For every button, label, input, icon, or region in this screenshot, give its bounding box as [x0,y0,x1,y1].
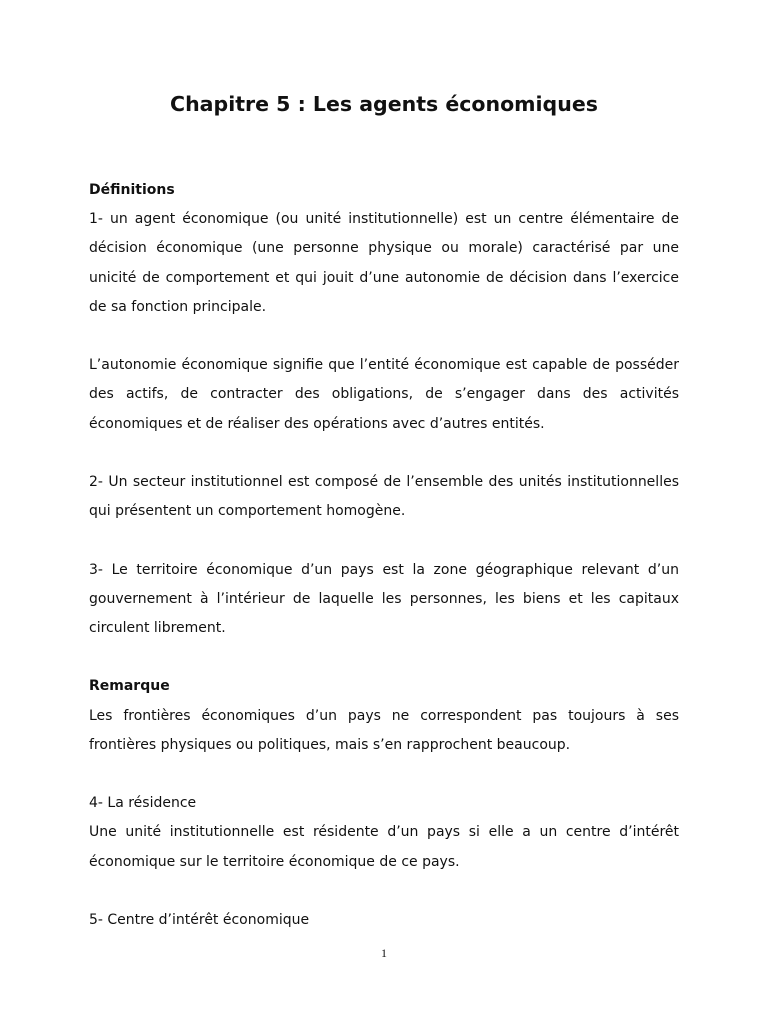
definition-paragraph-2: 2- Un secteur institutionnel est composé de l’ensemble des unités institutionnelles qui présentent un comportement homogène. [89,474,679,520]
remarque-paragraph: Les frontières économiques d’un pays ne correspondent pas toujours à ses frontières physiques ou politiques, mais s’en rapprochent beaucoup. [89,707,679,753]
paragraph-spacer [89,643,679,672]
residence-paragraph: Une unité institutionnelle est résidente d’un pays si elle a un centre d’intérêt économique sur le territoire économique de ce pays. [89,824,679,870]
centre-interet-heading: 5- Centre d’intérêt économique [89,911,310,928]
page-number: 1 [381,946,387,960]
definitions-heading: Définitions [89,182,175,198]
paragraph-spacer [89,526,679,555]
paragraph-spacer [89,877,679,906]
document-body [89,176,679,935]
residence-heading: 4- La résidence [89,795,197,812]
remarque-heading: Remarque [89,678,170,695]
page-title: Chapitre 5 : Les agents économiques [170,92,598,116]
paragraph-spacer [89,439,679,468]
definition-paragraph-1: 1- un agent économique (ou unité institutionnelle) est un centre élémentaire de décision économique (une personne physique ou morale) caractérisé par une unicité de comportement et qui jouit d’une autonomie de décision dans l’exercice de sa fonction principale. [89,211,679,315]
autonomy-paragraph: L’autonomie économique signifie que l’entité économique est capable de posséder des actifs, de contracter des obligations, de s’engager dans des activités économiques et de réaliser des opérations avec d’autres entités. [89,357,679,432]
paragraph-spacer [89,760,679,789]
definition-paragraph-3: 3- Le territoire économique d’un pays est la zone géographique relevant d’un gouvernement à l’intérieur de laquelle les personnes, les biens et les capitaux circulent librement. [89,561,679,636]
paragraph-spacer [89,322,679,351]
